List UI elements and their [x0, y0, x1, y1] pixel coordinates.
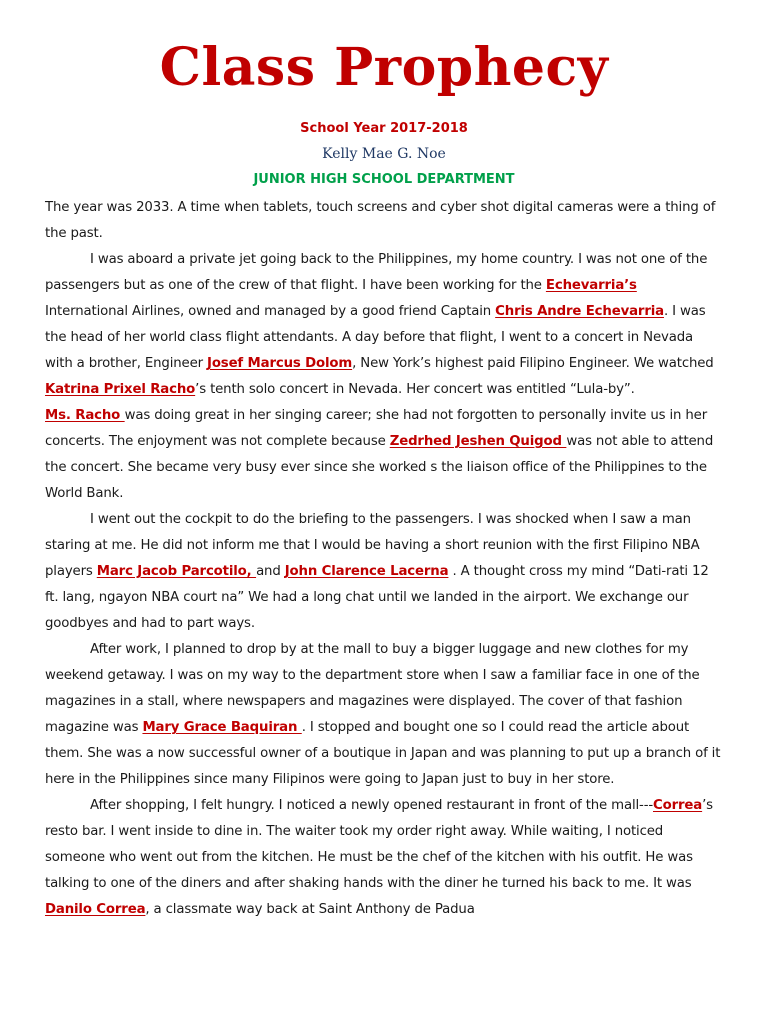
document-title: Class Prophecy [159, 37, 609, 98]
paragraph-text: I went out the cockpit to do the briefing to the passengers. I was shocked when I saw a man staring at me. He did not inform me that I would be having a short reunion with the first Filipino NBA players [45, 512, 700, 579]
paragraph [45, 507, 721, 637]
paragraph [45, 793, 721, 923]
paragraph [45, 637, 721, 793]
paragraph-text: . I was the head of her world class flight attendants. A day before that flight, I went to a concert in Nevada with a brother, Engineer [45, 304, 706, 371]
person-name: Chris Andre Echevarria [495, 304, 664, 319]
person-name: Katrina Prixel Racho [45, 382, 196, 397]
author-name: Kelly Mae G. Noe [322, 146, 446, 162]
person-name: Danilo Correa [45, 902, 146, 917]
document-body [45, 195, 721, 923]
paragraph-text: After shopping, I felt hungry. I noticed a newly opened restaurant in front of the mall--- [90, 798, 653, 813]
person-name: Zedrhed Jeshen Quigod [389, 434, 567, 449]
paragraph-text: , New York’s highest paid Filipino Engineer. We watched [352, 356, 714, 371]
person-name: John Clarence Lacerna [284, 564, 449, 579]
person-name: Echevarria’s [545, 278, 637, 293]
paragraph-text: ’s resto bar. I went inside to dine in. The waiter took my order right away. While waiting, I noticed someone who went out from the kitchen. He must be the chef of the kitchen with his outfit. He was talking to one of the diners and after shaking hands with the diner he turned his back to me. It was [45, 798, 713, 891]
paragraph [45, 247, 721, 403]
paragraph-text: . A thought cross my mind “Dati-rati 12 ft. lang, ngayon NBA court na” We had a long chat until we landed in the airport. We exchange our goodbyes and had to part ways. [45, 564, 709, 631]
person-name: Ms. Racho [45, 408, 125, 423]
paragraph [45, 195, 721, 247]
paragraph-text: . I stopped and bought one so I could read the article about them. She was a now successful owner of a boutique in Japan and was planning to put up a branch of it here in the Philippines since many Filipinos were going to Japan just to buy in her store. [45, 720, 721, 787]
paragraph-text: and [256, 564, 285, 579]
paragraph-text: After work, I planned to drop by at the mall to buy a bigger luggage and new clothes for my weekend getaway. I was on my way to the department store when I saw a familiar face in one of the magazines in a stall, where newspapers and magazines were displayed. The cover of that fashion magazine was [45, 642, 700, 735]
paragraph-text: was not able to attend the concert. She became very busy ever since she worked s the liaison office of the Philippines to the World Bank. [45, 434, 714, 501]
person-name: Josef Marcus Dolom [207, 356, 353, 371]
person-name: Marc Jacob Parcotilo, [96, 564, 257, 579]
school-year: School Year 2017-2018 [300, 121, 468, 136]
paragraph-text: The year was 2033. A time when tablets, touch screens and cyber shot digital cameras were a thing of the past. [45, 200, 716, 241]
paragraph-text: International Airlines, owned and managed by a good friend Captain [45, 304, 496, 319]
paragraph-text: I was aboard a private jet going back to the Philippines, my home country. I was not one of the passengers but as one of the crew of that flight. I have been working for the [45, 252, 708, 293]
paragraph-text: , a classmate way back at Saint Anthony de Padua [145, 902, 475, 917]
paragraph [45, 403, 721, 507]
paragraph-text: ’s tenth solo concert in Nevada. Her concert was entitled “Lula-by”. [195, 382, 635, 397]
person-name: Mary Grace Baquiran [142, 720, 302, 735]
paragraph-text: was doing great in her singing career; she had not forgotten to personally invite us in her concerts. The enjoyment was not complete because [45, 408, 708, 449]
department-heading: JUNIOR HIGH SCHOOL DEPARTMENT [253, 172, 515, 187]
person-name: Correa [653, 798, 703, 813]
